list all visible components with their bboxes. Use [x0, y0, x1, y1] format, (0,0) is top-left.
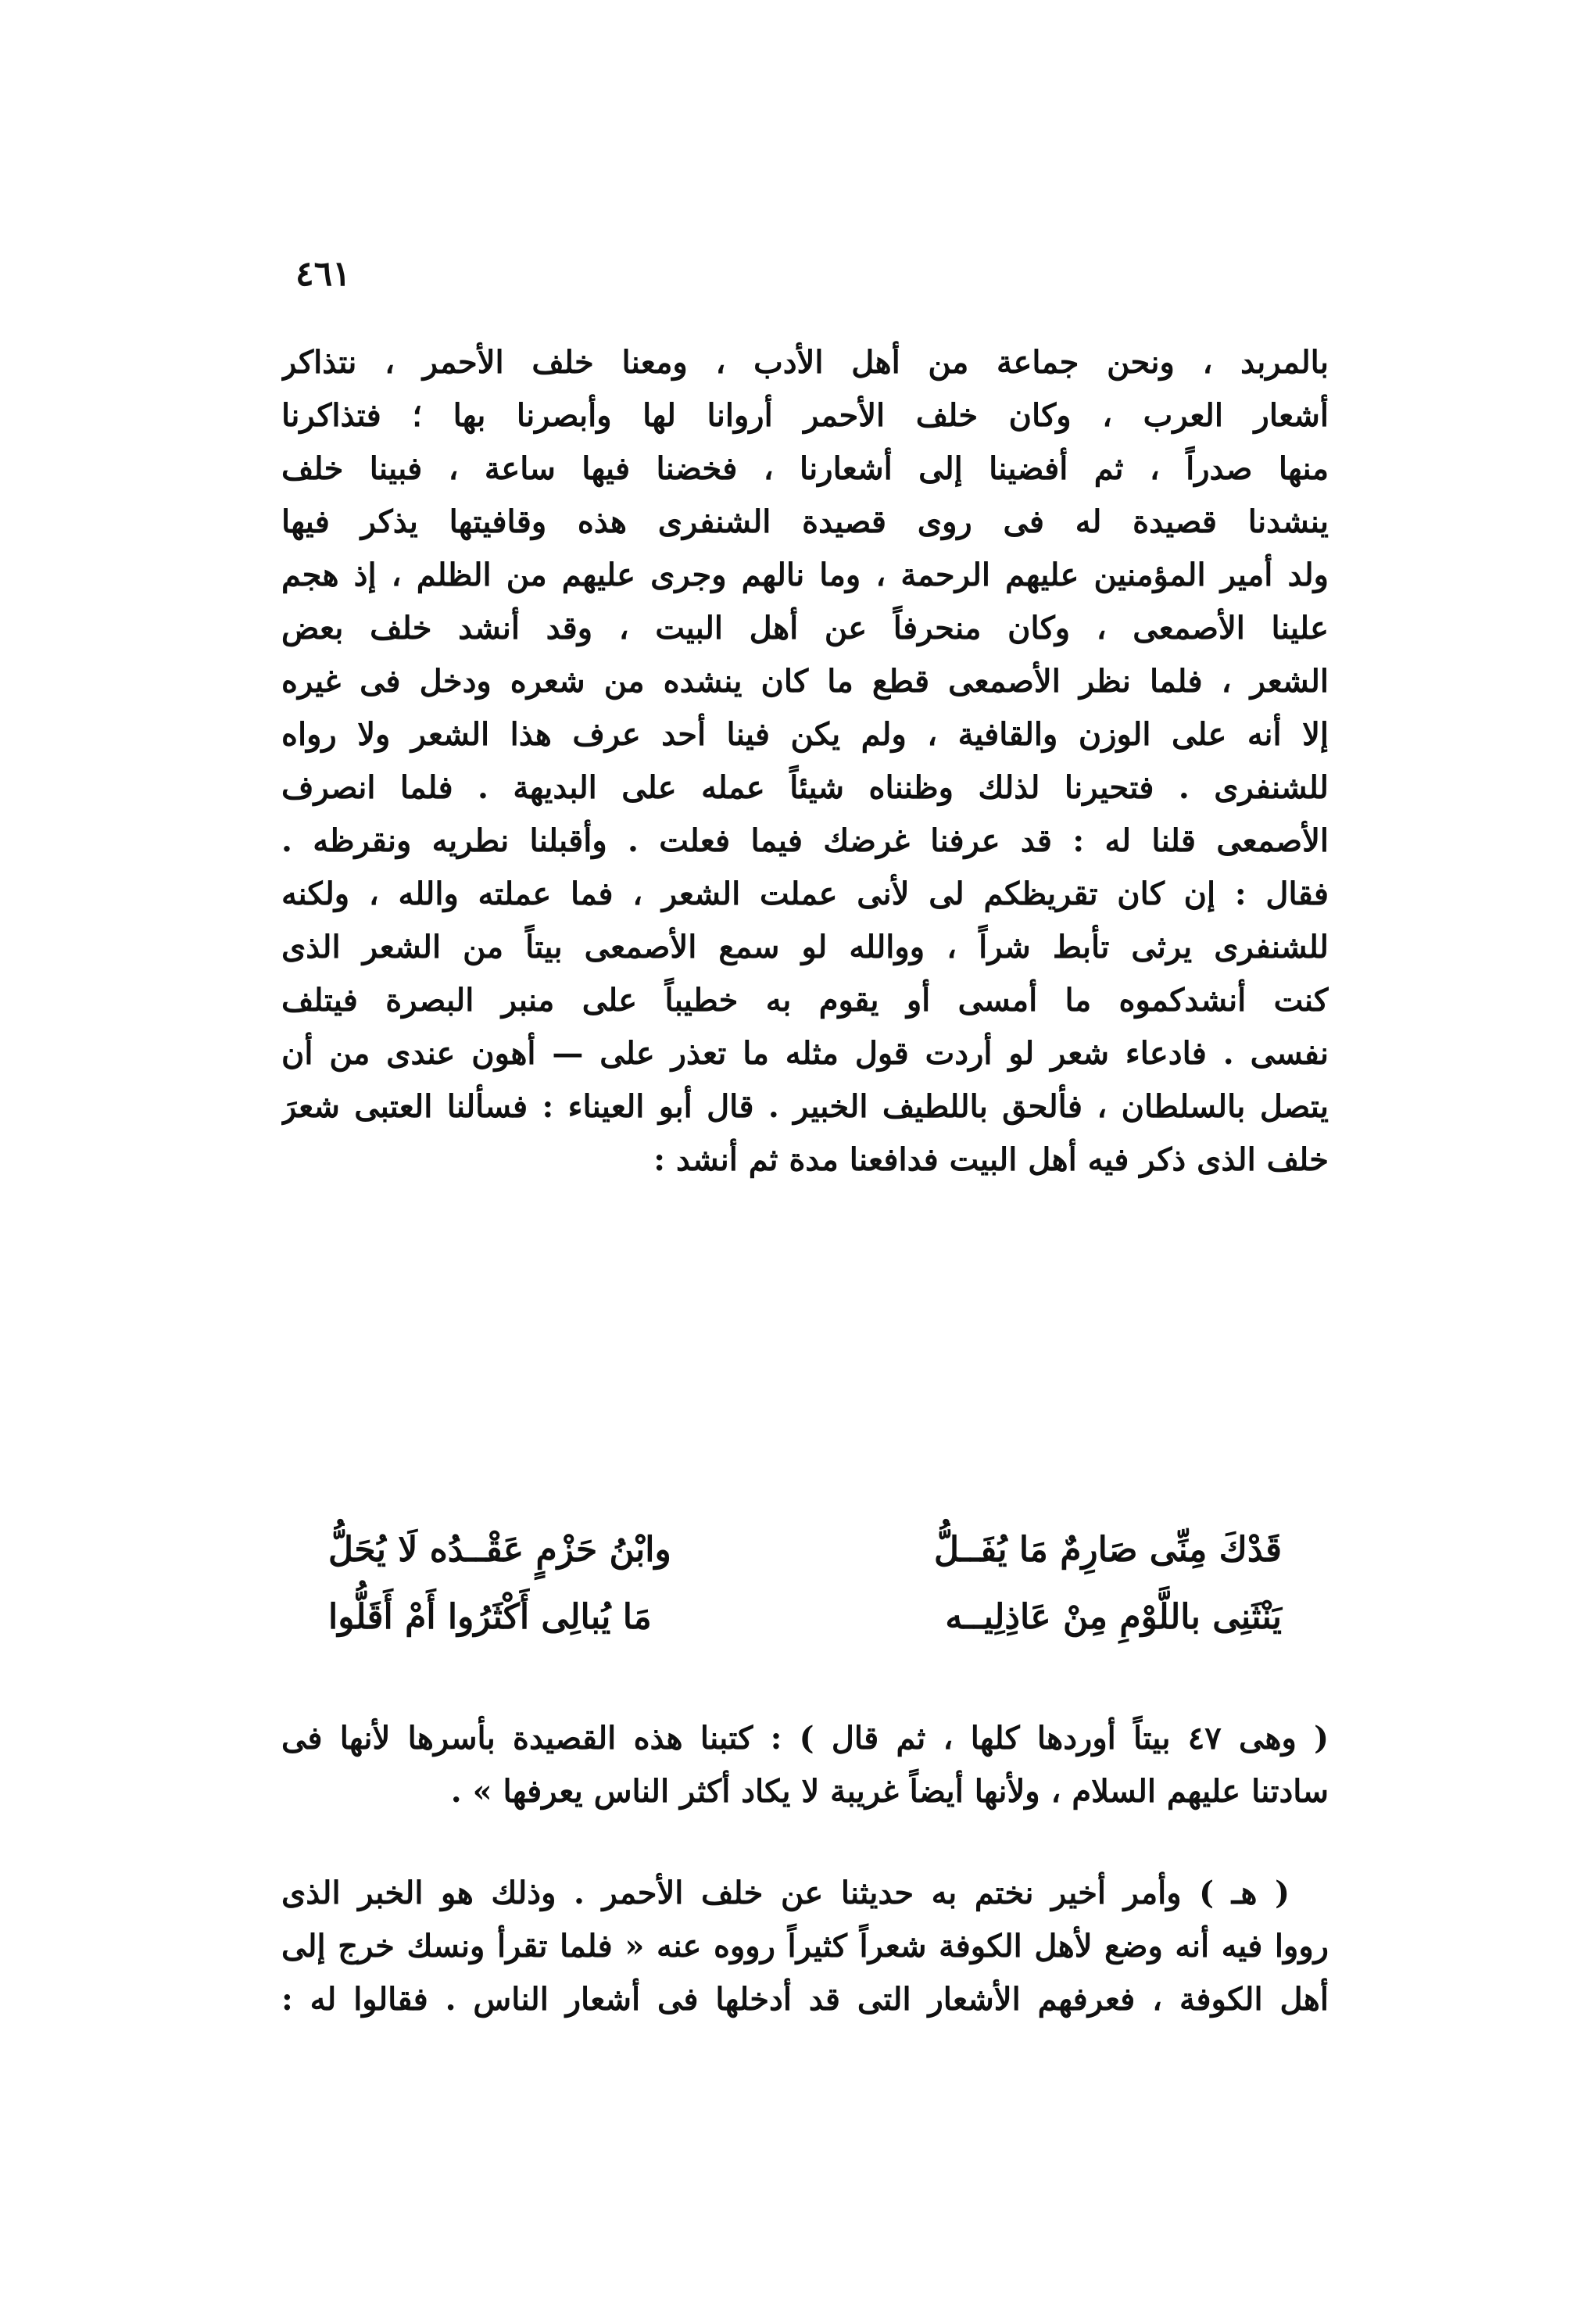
prose-line: نفسى . فادعاء شعر لو أردت قول مثله ما تعذر على — أهون عندى من أن	[281, 1035, 1329, 1072]
prose-line: إلا أنه على الوزن والقافية ، ولم يكن فينا أحد عرف هذا الشعر ولا رواه	[281, 716, 1329, 753]
verse-first-hemistich: قَدْكَ مِنِّى صَارِمٌ مَا يُفَــلُّ	[933, 1530, 1282, 1570]
final-line: ( هـ ) وأمر أخير نختم به حديثنا عن خلف الأحمر . وذلك هو الخبر الذى	[281, 1875, 1290, 1911]
prose-line: بالمربد ، ونحن جماعة من أهل الأدب ، ومعنا خلف الأحمر ، نتذاكر	[281, 344, 1329, 381]
verse-second-hemistich: وابْنُ حَزْمٍ عَقْــدُه لَا يُحَلُّ	[328, 1530, 671, 1570]
verse-first-hemistich: يَنْثَنِى باللَّوْمِ مِنْ عَاذِلِيــه	[945, 1597, 1282, 1637]
poem-verse	[328, 1584, 1282, 1651]
prose-line: للشنفرى . فتحيرنا لذلك وظنناه شيئاً عمله على البديهة . فلما انصرف	[281, 769, 1329, 806]
prose-line: الأصمعى قلنا له : قد عرفنا غرضك فيما فعلت . وأقبلنا نطريه ونقرظه .	[281, 822, 1329, 859]
prose-line: علينا الأصمعى ، وكان منحرفاً عن أهل البيت ، وقد أنشد خلف بعض	[281, 610, 1329, 646]
prose-line: خلف الذى ذكر فيه أهل البيت فدافعنا مدة ثم أنشد :	[653, 1141, 1329, 1178]
prose-line: كنت أنشدكموه ما أمسى أو يقوم به خطيباً على منبر البصرة فيتلف	[281, 982, 1329, 1019]
poem	[328, 1517, 1282, 1651]
final-paragraph	[281, 1867, 1329, 2026]
prose-line: ينشدنا قصيدة له فى روى قصيدة الشنفرى هذه وقافيتها يذكر فيها	[281, 503, 1329, 540]
notes-line: سادتنا عليهم السلام ، ولأنها أيضاً غريبة لا يكاد أكثر الناس يعرفها » .	[450, 1773, 1329, 1810]
prose-line: الشعر ، فلما نظر الأصمعى قطع ما كان ينشده من شعره ودخل فى غيره	[281, 663, 1329, 700]
verse-second-hemistich: مَا يُبالِى أَكْثَرُوا أَمْ أَقَلُّوا	[328, 1597, 652, 1637]
notes-paragraph	[281, 1712, 1329, 1818]
prose-line: فقال : إن كان تقريظكم لى لأنى عملت الشعر ، فما عملته والله ، ولكنه	[281, 876, 1329, 912]
final-line: أهل الكوفة ، فعرفهم الأشعار التى قد أدخلها فى أشعار الناس . فقالوا له :	[281, 1981, 1329, 2018]
page-number: ٤٦١	[295, 254, 351, 294]
prose-line: للشنفرى يرثى تأبط شراً ، ووالله لو سمع الأصمعى بيتاً من الشعر الذى	[281, 929, 1329, 965]
main-prose	[281, 336, 1329, 1187]
prose-line: يتصل بالسلطان ، فألحق باللطيف الخبير . قال أبو العيناء : فسألنا العتبى شعرَ	[281, 1088, 1329, 1125]
prose-line: ولد أمير المؤمنين عليهم الرحمة ، وما نالهم وجرى عليهم من الظلم ، إذ هجم	[281, 557, 1329, 593]
poem-verse	[328, 1517, 1282, 1584]
final-line: رووا فيه أنه وضع لأهل الكوفة شعراً كثيراً رووه عنه « فلما تقرأ ونسك خرج إلى	[281, 1928, 1329, 1965]
prose-line: منها صدراً ، ثم أفضينا إلى أشعارنا ، فخضنا فيها ساعة ، فبينا خلف	[281, 450, 1329, 487]
prose-line: أشعار العرب ، وكان خلف الأحمر أروانا لها وأبصرنا بها ؛ فتذاكرنا	[281, 397, 1329, 434]
notes-line: ( وهى ٤٧ بيتاً أوردها كلها ، ثم قال ) : كتبنا هذه القصيدة بأسرها لأنها فى	[281, 1720, 1329, 1757]
